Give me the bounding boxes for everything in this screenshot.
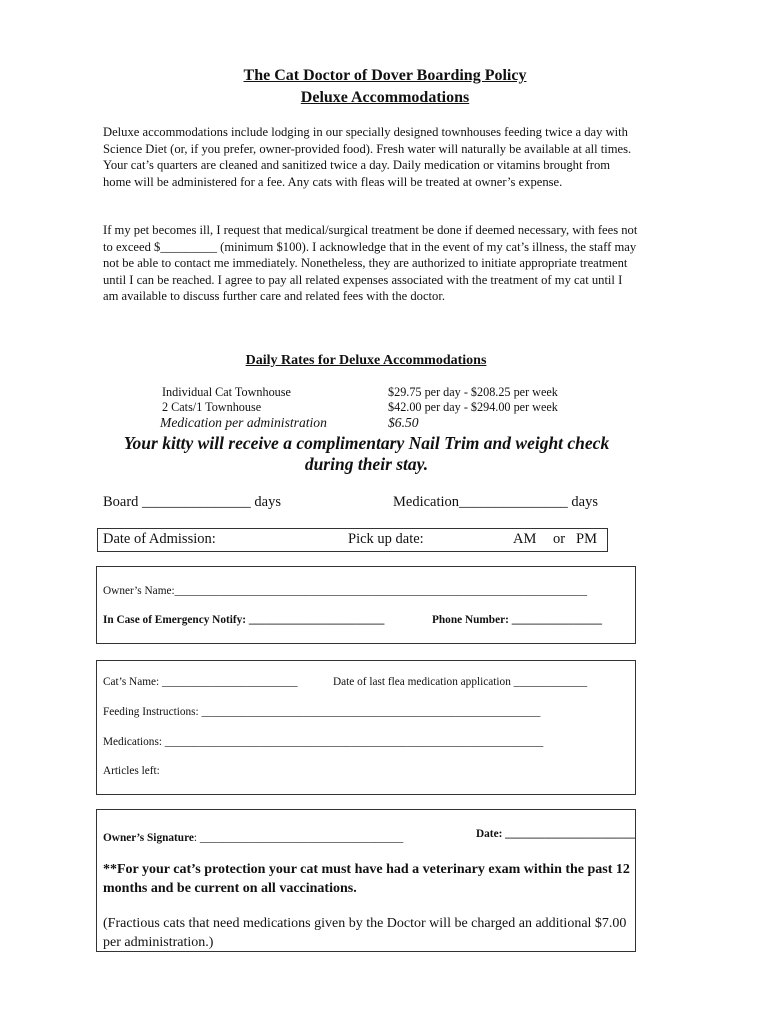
pm-option[interactable]: PM bbox=[576, 531, 597, 547]
owner-name-field[interactable]: Owner’s Name:_________________________________________________________________________ bbox=[103, 585, 587, 597]
signature-date-field[interactable]: Date: _______________________ bbox=[476, 828, 636, 840]
medications-field[interactable]: Medications: ___________________________________________________________________ bbox=[103, 736, 544, 748]
articles-left-field[interactable]: Articles left: bbox=[103, 765, 160, 777]
cat-name-field[interactable]: Cat’s Name: ________________________ bbox=[103, 676, 298, 688]
board-days-field[interactable]: Board _______________ days bbox=[103, 494, 282, 510]
am-option[interactable]: AM bbox=[513, 531, 537, 547]
medication-days-field[interactable]: Medication_______________ days bbox=[393, 494, 598, 510]
owner-info-box bbox=[96, 566, 636, 644]
treatment-paragraph: If my pet becomes ill, I request that medical/surgical treatment be done if deemed necessary, with fees not to exceed $_________ (minimum $100). I acknowledge that in the event of my cat’s illness, the staff may not be able to contact me immediately. Nonetheless, they are authorized to initiate appropriate treatment until I can be reached. I agree to pay all related expenses associated with the treatment of my cat until I am available to discuss further care and related fees with the doctor. bbox=[103, 223, 638, 304]
admission-date-field[interactable]: Date of Admission: bbox=[103, 531, 216, 547]
emergency-contact-field[interactable]: In Case of Emergency Notify: ________________________ bbox=[103, 614, 385, 626]
page-subtitle: Deluxe Accommodations bbox=[300, 89, 470, 106]
flea-medication-date-field[interactable]: Date of last flea medication application _____________ bbox=[333, 676, 588, 688]
owner-signature-field[interactable] bbox=[103, 828, 403, 846]
feeding-instructions-field[interactable]: Feeding Instructions: ____________________________________________________________ bbox=[103, 706, 541, 718]
page-title: The Cat Doctor of Dover Boarding Policy bbox=[243, 67, 527, 84]
pickup-date-field[interactable]: Pick up date: bbox=[348, 531, 424, 547]
rate-label: Medication per administration bbox=[160, 415, 327, 430]
or-label: or bbox=[553, 531, 566, 547]
vaccination-notice: **For your cat’s protection your cat must have had a veterinary exam within the past 12 months and be current on all vaccinations. bbox=[103, 862, 630, 896]
fractious-cats-note: (Fractious cats that need medications given by the Doctor will be charged an additional $7.00 per administration.) bbox=[103, 916, 627, 950]
signature-line: : ____________________________________ bbox=[193, 832, 404, 844]
intro-paragraph: Deluxe accommodations include lodging in our specially designed townhouses feeding twice a day with Science Diet (or, if you prefer, owner-provided food). Fresh water will naturally be available at all times. Your cat’s quarters are cleaned and sanitized twice a day. Daily medication or vitamins brought from home will be administered for a fee. Any cats with fleas will be treated at owner’s expense. bbox=[103, 125, 632, 189]
rate-price: $6.50 bbox=[388, 415, 419, 430]
rates-title: Daily Rates for Deluxe Accommodations bbox=[245, 353, 487, 368]
phone-number-field[interactable]: Phone Number: ________________ bbox=[432, 614, 603, 626]
rate-label: 2 Cats/1 Townhouse bbox=[162, 400, 262, 414]
promo-text: Your kitty will receive a complimentary Nail Trim and weight check during their stay. bbox=[123, 433, 610, 474]
signature-label: Owner’s Signature bbox=[103, 832, 194, 844]
rate-price: $29.75 per day - $208.25 per week bbox=[388, 385, 558, 399]
rate-price: $42.00 per day - $294.00 per week bbox=[388, 400, 558, 414]
rate-label: Individual Cat Townhouse bbox=[162, 385, 291, 399]
